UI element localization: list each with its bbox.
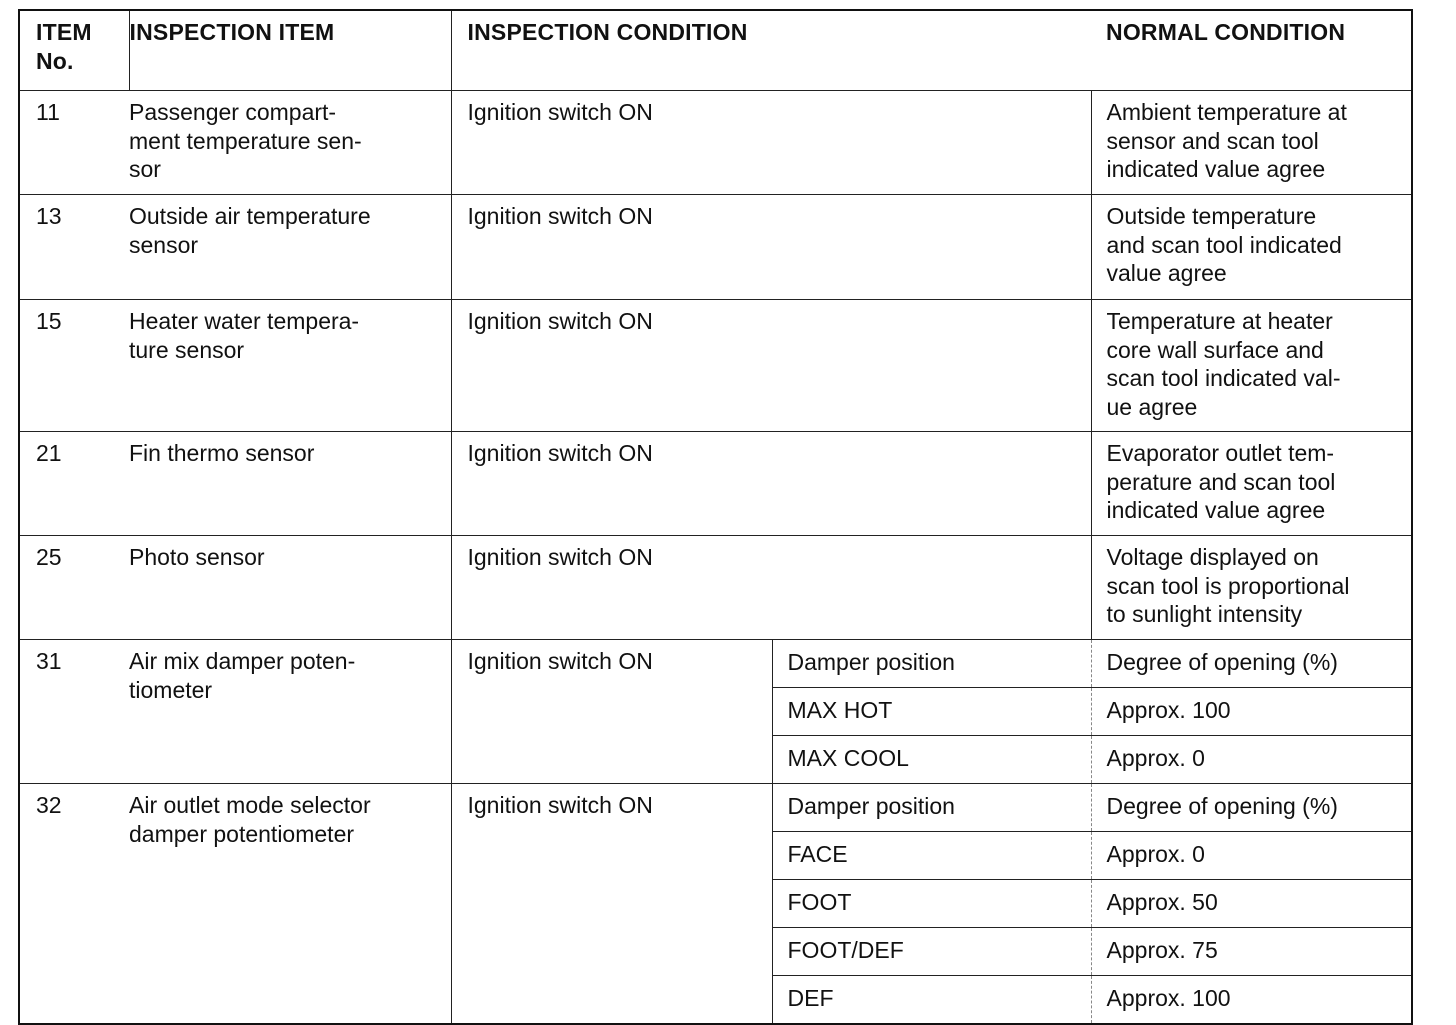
inspection-condition: Ignition switch ON [451, 195, 1091, 300]
item-number: 31 [19, 640, 129, 784]
item-number: 11 [19, 91, 129, 195]
degree-of-opening-header: Degree of opening (%) [1091, 640, 1412, 688]
table-row [19, 195, 1412, 300]
table-row [19, 91, 1412, 195]
normal-condition: Evaporator outlet tem- perature and scan tool indicated value agree [1091, 432, 1412, 536]
inspection-item: Heater water tempera- ture sensor [129, 300, 451, 432]
header-inspection-item: INSPECTION ITEM [129, 10, 451, 91]
damper-position: FOOT/DEF [772, 928, 1091, 976]
item-number: 13 [19, 195, 129, 300]
inspection-item: Fin thermo sensor [129, 432, 451, 536]
inspection-condition: Ignition switch ON [451, 784, 772, 1025]
inspection-condition: Ignition switch ON [451, 536, 1091, 640]
inspection-item: Air outlet mode selector damper potentiometer [129, 784, 451, 1025]
inspection-item: Outside air temperature sensor [129, 195, 451, 300]
table-row [19, 432, 1412, 536]
table-row [19, 300, 1412, 432]
damper-position: FACE [772, 832, 1091, 880]
inspection-condition: Ignition switch ON [451, 432, 1091, 536]
inspection-condition: Ignition switch ON [451, 640, 772, 784]
table-row [19, 640, 1412, 688]
degree-of-opening: Approx. 50 [1091, 880, 1412, 928]
item-number: 32 [19, 784, 129, 1025]
item-number: 15 [19, 300, 129, 432]
damper-position: DEF [772, 976, 1091, 1025]
inspection-condition: Ignition switch ON [451, 300, 1091, 432]
normal-condition: Ambient temperature at sensor and scan tool indicated value agree [1091, 91, 1412, 195]
table-row [19, 536, 1412, 640]
degree-of-opening: Approx. 100 [1091, 976, 1412, 1025]
table-row [19, 784, 1412, 832]
header-inspection-condition: INSPECTION CONDITION [451, 10, 1091, 91]
normal-condition: Outside temperature and scan tool indicated value agree [1091, 195, 1412, 300]
inspection-condition: Ignition switch ON [451, 91, 1091, 195]
degree-of-opening: Approx. 75 [1091, 928, 1412, 976]
header-item-no: ITEM No. [19, 10, 129, 91]
damper-position-header: Damper position [772, 784, 1091, 832]
damper-position-header: Damper position [772, 640, 1091, 688]
degree-of-opening: Approx. 0 [1091, 736, 1412, 784]
inspection-table [18, 9, 1413, 1025]
item-number: 25 [19, 536, 129, 640]
degree-of-opening: Approx. 100 [1091, 688, 1412, 736]
damper-position: MAX HOT [772, 688, 1091, 736]
inspection-item: Passenger compart- ment temperature sen- sor [129, 91, 451, 195]
degree-of-opening: Approx. 0 [1091, 832, 1412, 880]
damper-position: MAX COOL [772, 736, 1091, 784]
inspection-item: Photo sensor [129, 536, 451, 640]
header-normal-condition: NORMAL CONDITION [1091, 10, 1412, 91]
normal-condition: Temperature at heater core wall surface and scan tool indicated val- ue agree [1091, 300, 1412, 432]
degree-of-opening-header: Degree of opening (%) [1091, 784, 1412, 832]
header-row [19, 10, 1412, 91]
item-number: 21 [19, 432, 129, 536]
damper-position: FOOT [772, 880, 1091, 928]
inspection-item: Air mix damper poten- tiometer [129, 640, 451, 784]
normal-condition: Voltage displayed on scan tool is proportional to sunlight intensity [1091, 536, 1412, 640]
